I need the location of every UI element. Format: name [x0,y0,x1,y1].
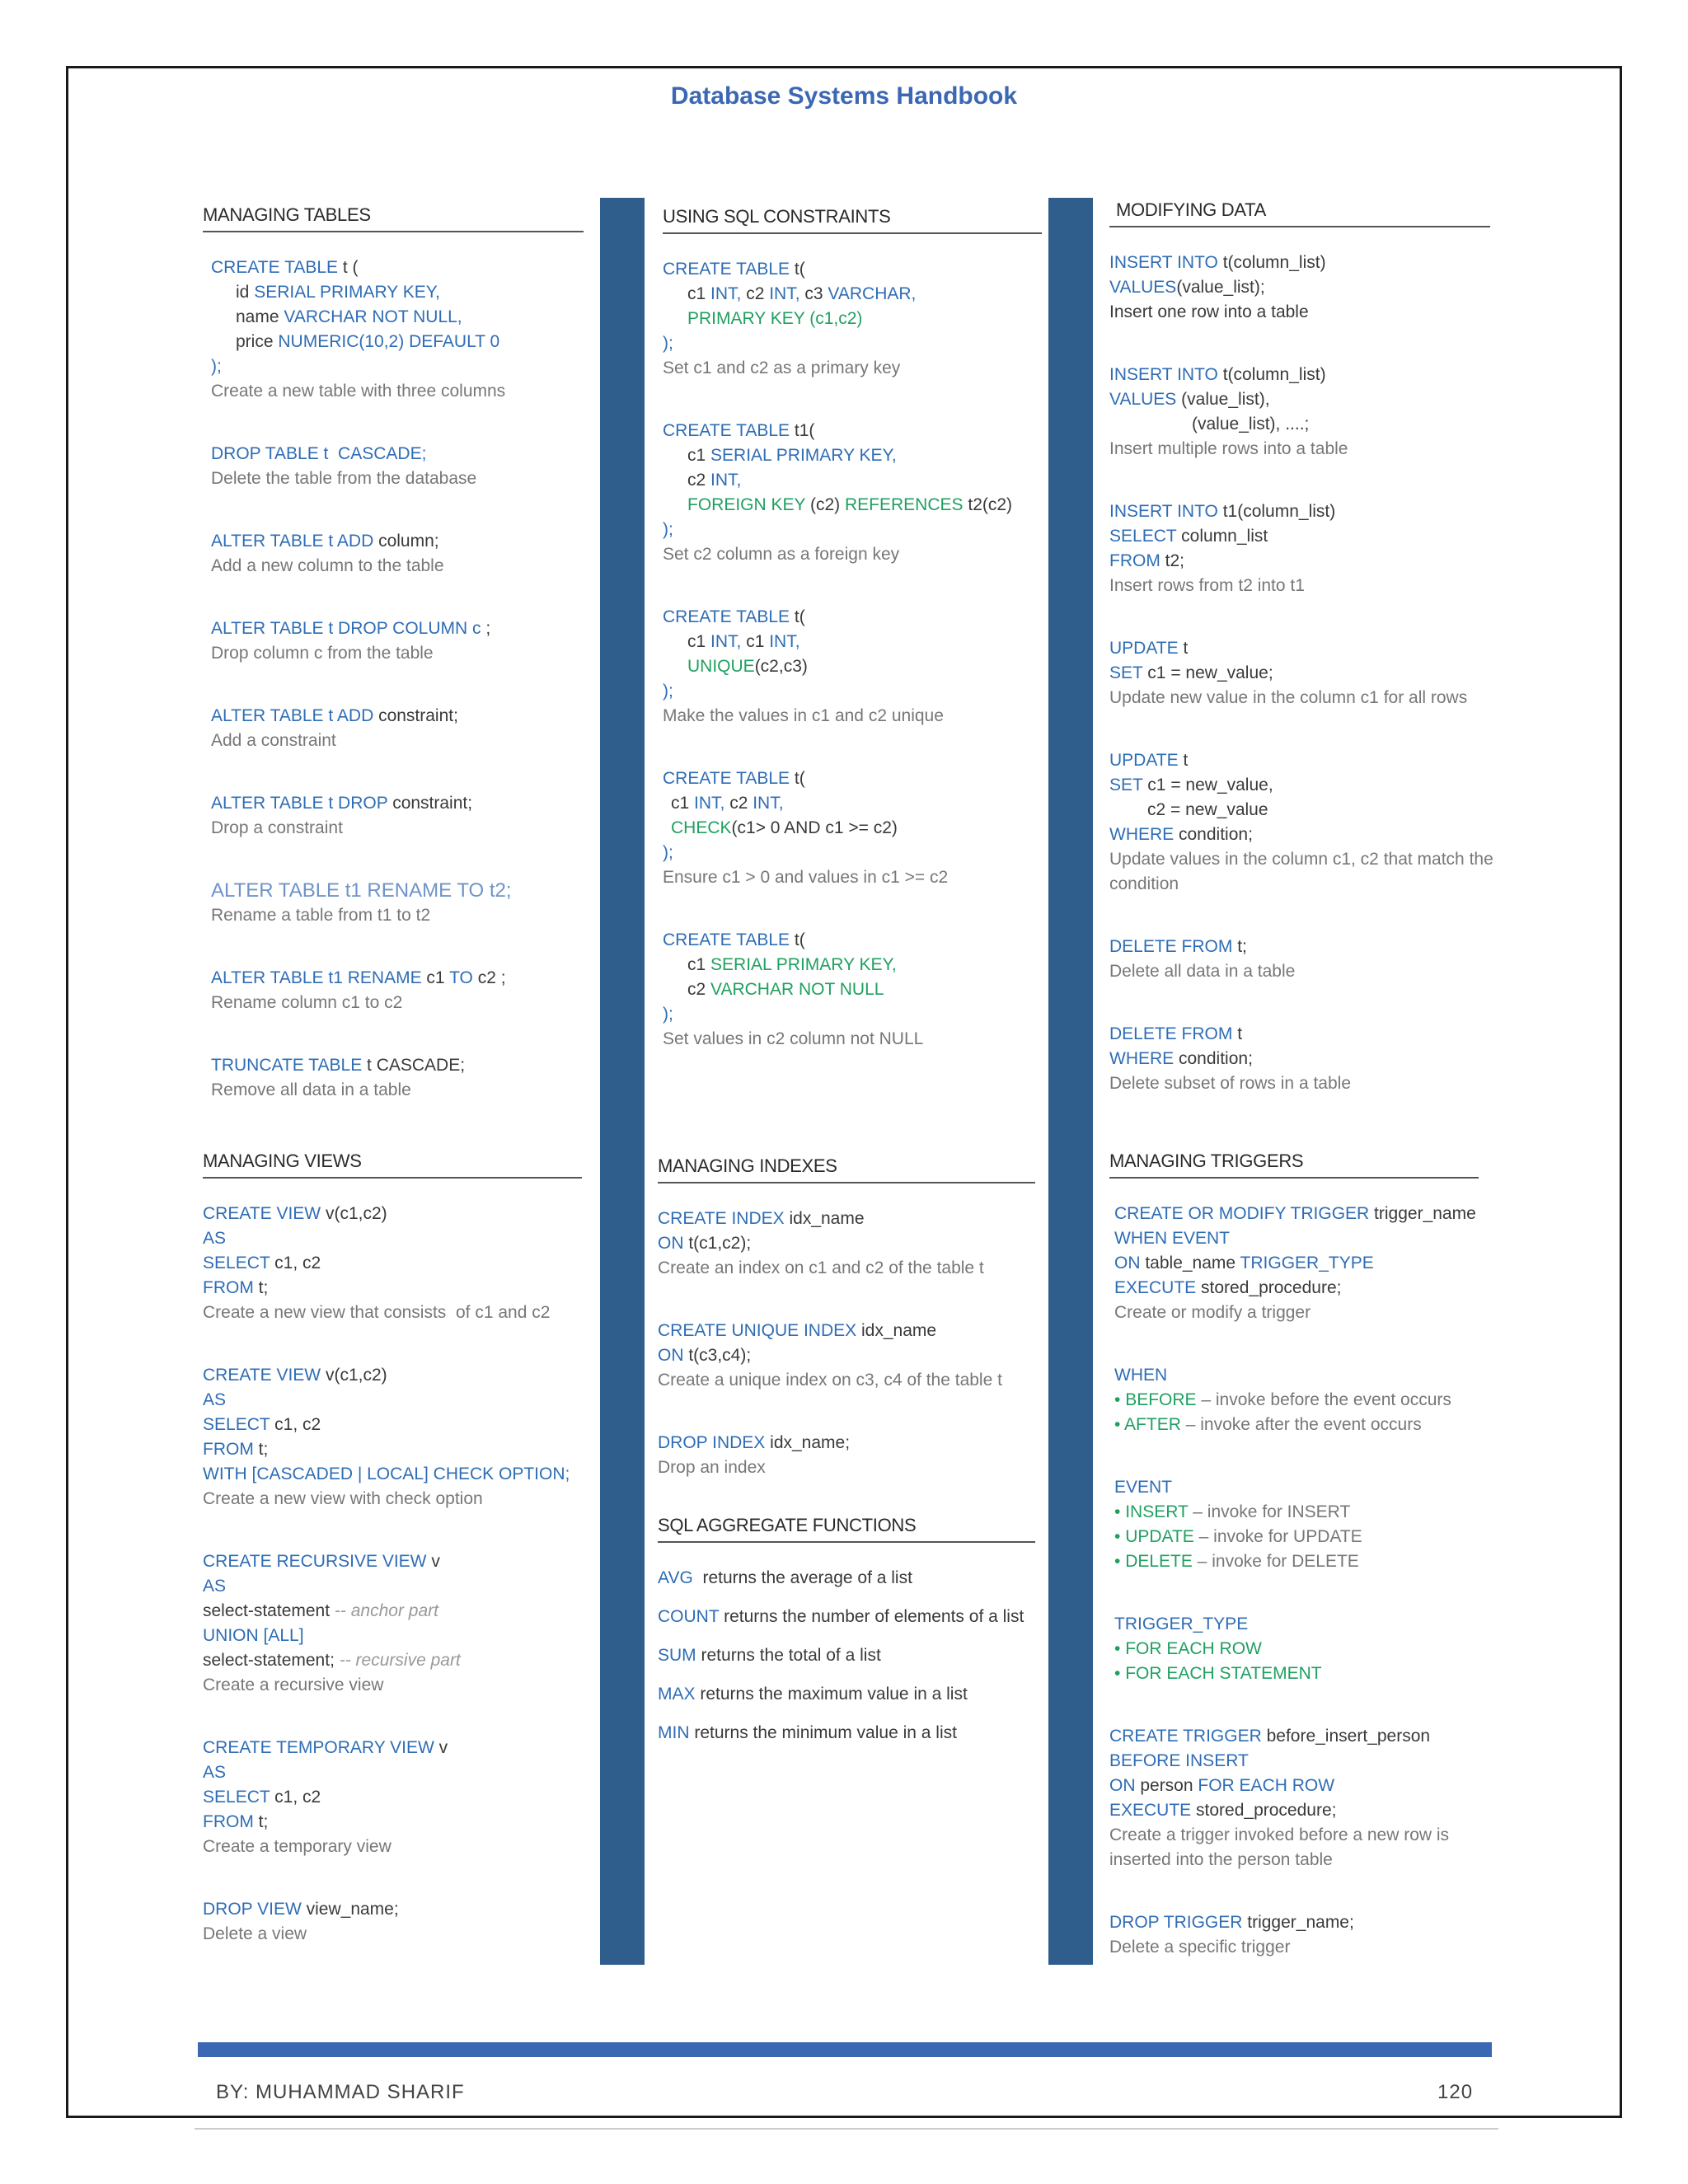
keyword: FROM [203,1440,254,1459]
description: Delete a specific trigger [1109,1938,1291,1957]
keyword: ALTER TABLE t1 RENAME TO t2; [211,879,512,902]
code-block [203,1897,582,1947]
code-text: c3 [799,284,828,303]
keyword: SELECT [203,1415,270,1434]
keyword: FOR EACH ROW [1198,1776,1335,1795]
code-text: condition; [1174,825,1253,844]
code-block [203,1549,582,1698]
code-block [1109,499,1490,598]
keyword: INT, [769,284,800,303]
code-block [658,1207,1035,1281]
section-heading: USING SQL CONSTRAINTS [663,204,1042,234]
code-text: t(column_list) [1217,253,1326,272]
description: Remove all data in a table [211,1080,411,1099]
code-text: c1 [687,955,711,974]
description: Create a new view that consists of c1 and c2 [203,1303,551,1322]
keyword: CREATE UNIQUE INDEX [658,1321,857,1340]
code-text: ); [663,843,673,862]
code-text: t( [790,607,805,626]
code-text: c2 [741,284,770,303]
keyword: ON [1114,1254,1141,1272]
code-block [1109,251,1490,325]
keyword: EXECUTE [1114,1278,1197,1297]
code-text: t; [253,1440,269,1459]
code-text: c1, c2 [270,1254,321,1272]
keyword: SERIAL PRIMARY KEY, [254,283,440,302]
keyword: CREATE TABLE [663,607,790,626]
code-text: c1 [671,794,695,813]
code-text: c2 [724,794,753,813]
keyword: ALTER TABLE t DROP [211,794,388,813]
description: Create a trigger invoked before a new row is [1109,1825,1450,1844]
keyword: CREATE TEMPORARY VIEW [203,1738,434,1757]
code-text: c1 [421,968,450,987]
description: Rename column c1 to c2 [211,993,403,1012]
code-block [1109,1022,1490,1096]
code-text: name [236,307,279,326]
code-text: (c2) [805,495,845,514]
code-text: t; [253,1278,269,1297]
managing-indexes-section [658,1154,1035,1746]
keyword: ALTER TABLE t ADD [211,532,374,551]
description: – invoke for INSERT [1188,1502,1351,1521]
keyword: AFTER [1124,1415,1181,1434]
keyword: SET [1109,776,1143,794]
description: condition [1109,874,1179,893]
keyword: DROP INDEX [658,1433,766,1452]
keyword: FOR EACH STATEMENT [1125,1664,1322,1683]
code-text: t(c1,c2); [683,1234,752,1253]
keyword: CREATE OR MODIFY TRIGGER [1114,1204,1370,1223]
description: Delete subset of rows in a table [1109,1074,1351,1093]
constraint-keyword: REFERENCES [845,495,964,514]
keyword: VARCHAR NOT NULL, [284,307,462,326]
code-text: c1 = new_value, [1142,776,1273,794]
function-description: returns the maximum value in a list [695,1685,968,1704]
code-text: trigger_name; [1242,1913,1354,1932]
description: Make the values in c1 and c2 unique [663,706,944,725]
code-text: t( [790,930,805,949]
code-block [203,255,584,404]
bottom-divider [195,2128,1498,2130]
keyword: CREATE TABLE [663,260,790,279]
code-block [663,766,1042,890]
description: Update values in the column c1, c2 that match the [1109,850,1493,869]
function-description: returns the number of elements of a list [719,1607,1025,1626]
keyword: WHERE [1109,1049,1175,1068]
code-text: stored_procedure; [1196,1278,1342,1297]
page-number: 120 [1437,2081,1474,2103]
aggregate-item [658,1643,1035,1668]
code-block [1109,748,1493,897]
code-text: ); [663,334,673,353]
keyword: TRIGGER_TYPE [1114,1615,1249,1633]
aggregate-item [658,1566,1035,1591]
code-block [1109,1612,1479,1686]
keyword: BEFORE [1125,1390,1197,1409]
keyword: INSERT INTO [1109,502,1218,521]
code-comment: -- anchor part [330,1601,438,1620]
code-text: t( [790,769,805,788]
function-name: SUM [658,1646,696,1665]
code-text: c2 = new_value [1147,800,1268,819]
keyword: CREATE TABLE [663,421,790,440]
description: Set values in c2 column not NULL [663,1029,924,1048]
section-heading: MANAGING TRIGGERS [1109,1149,1479,1179]
code-text: c1, c2 [270,1788,321,1807]
code-text: idx_name [784,1209,865,1228]
constraint-keyword: VARCHAR NOT NULL [710,980,884,999]
code-text: v [434,1738,448,1757]
managing-views-section [203,1149,582,1985]
description: Drop a constraint [211,818,343,837]
code-text: c1 = new_value; [1142,663,1273,682]
description: Drop an index [658,1458,766,1477]
aggregate-item [658,1605,1035,1629]
column-divider-3 [600,1139,645,1965]
code-text: (value_list); [1176,278,1265,297]
code-block [1109,935,1490,984]
code-text: c2 [687,471,711,490]
column-divider-1 [600,198,645,1139]
code-text: view_name; [301,1900,399,1919]
keyword: CREATE TABLE [211,258,339,277]
keyword: DELETE FROM [1109,937,1233,956]
code-text: table_name [1140,1254,1240,1272]
keyword: WHEN [1114,1366,1168,1385]
keyword: DROP VIEW [203,1900,302,1919]
code-text: t2; [1160,551,1185,570]
description: Create an index on c1 and c2 of the table t [658,1258,984,1277]
code-block [203,1363,582,1511]
code-text: column_list [1176,527,1268,546]
code-block [203,704,584,753]
code-text: ); [663,520,673,539]
code-text: id [236,283,250,302]
footer-rule [198,2042,1492,2057]
code-text: t2(c2) [963,495,1013,514]
code-text: column; [373,532,439,551]
code-text: constraint; [373,706,458,725]
keyword: AS [203,1390,227,1409]
function-name: COUNT [658,1607,720,1626]
section-heading: MANAGING TABLES [203,203,584,232]
managing-tables-section [203,203,584,1141]
keyword: CREATE VIEW [203,1366,321,1385]
description: Create a new table with three columns [211,382,506,401]
keyword: ALTER TABLE t1 RENAME [211,968,422,987]
keyword: TO [449,968,473,987]
code-block [663,257,1042,381]
description: Set c1 and c2 as a primary key [663,359,901,377]
function-name: MIN [658,1723,690,1742]
code-text: t( [790,260,805,279]
keyword: SELECT [1109,527,1177,546]
description: Ensure c1 > 0 and values in c1 >= c2 [663,868,949,887]
aggregate-item [658,1682,1035,1707]
code-block [203,791,584,841]
keyword: DROP TABLE t CASCADE; [211,444,427,463]
keyword: INT, [710,632,742,651]
keyword: FOR EACH ROW [1125,1639,1262,1658]
code-block [1109,1910,1479,1960]
keyword: EXECUTE [1109,1801,1192,1820]
modifying-data-section [1109,198,1493,1134]
description: Insert one row into a table [1109,302,1309,321]
keyword: BEFORE INSERT [1109,1751,1249,1770]
keyword: VALUES [1109,278,1177,297]
code-text: t1(column_list) [1217,502,1336,521]
keyword: CREATE RECURSIVE VIEW [203,1552,427,1571]
description: Delete all data in a table [1109,962,1296,981]
code-block [663,605,1042,729]
code-text: idx_name; [765,1433,851,1452]
keyword: WHEN EVENT [1114,1229,1231,1248]
code-block [1109,636,1490,710]
code-block [658,1431,1035,1480]
description: Add a constraint [211,731,336,750]
description: – invoke after the event occurs [1180,1415,1422,1434]
code-block [203,442,584,491]
description: – invoke before the event occurs [1196,1390,1451,1409]
code-block [203,529,584,579]
description: Set c2 column as a foreign key [663,545,900,564]
keyword: ON [658,1346,684,1365]
description: Create a new view with check option [203,1489,483,1508]
keyword: UPDATE [1125,1527,1194,1546]
code-block [203,1202,582,1325]
code-text: c1 [687,446,711,465]
keyword: INT, [769,632,800,651]
code-text: condition; [1174,1049,1253,1068]
description: Delete a view [203,1924,307,1943]
description: – invoke for UPDATE [1193,1527,1362,1546]
code-block [203,1736,582,1859]
code-text: t; [1232,937,1247,956]
function-name: AVG [658,1568,693,1587]
keyword: TRUNCATE TABLE [211,1056,363,1075]
code-text: ; [481,619,491,638]
keyword: AS [203,1577,227,1596]
keyword: FROM [203,1278,254,1297]
aggregate-list [658,1566,1035,1746]
code-text: c2 ; [472,968,506,987]
code-block [1109,1475,1479,1574]
description: Create or modify a trigger [1114,1303,1311,1322]
code-block [1109,1363,1479,1437]
keyword: NUMERIC(10,2) DEFAULT 0 [278,332,500,351]
code-block [203,966,584,1015]
code-text: v [426,1552,440,1571]
column-divider-4 [1048,1139,1093,1965]
function-description: returns the total of a list [696,1646,881,1665]
code-text: person [1135,1776,1198,1795]
code-text: (value_list), ....; [1192,415,1310,434]
code-text: t [1178,751,1189,770]
keyword: ON [658,1234,684,1253]
code-text: ); [663,682,673,701]
keyword: ALTER TABLE t ADD [211,706,374,725]
keyword: WITH [CASCADED | LOCAL] CHECK OPTION; [203,1465,570,1483]
keyword: INT, [710,284,742,303]
code-comment: -- recursive part [334,1651,461,1670]
section-heading: MODIFYING DATA [1109,198,1490,227]
description: Drop column c from the table [211,644,434,663]
code-text: ); [211,357,222,376]
keyword: INSERT INTO [1109,365,1218,384]
code-text: idx_name [856,1321,937,1340]
keyword: DELETE FROM [1109,1024,1233,1043]
keyword: SERIAL PRIMARY KEY, [710,446,897,465]
keyword: EVENT [1114,1478,1173,1497]
code-block [1109,1724,1479,1872]
code-text: t ( [342,258,359,277]
code-text: v(c1,c2) [321,1366,387,1385]
code-text: t; [253,1812,269,1831]
code-text: c2 [687,980,711,999]
code-text: select-statement [203,1601,331,1620]
managing-triggers-section [1109,1149,1479,1998]
function-description: returns the minimum value in a list [689,1723,957,1742]
code-text: t CASCADE; [362,1056,466,1075]
code-text: c1 [687,284,711,303]
constraint-keyword: UNIQUE [687,657,755,676]
code-block [203,616,584,666]
constraint-keyword: CHECK [671,818,732,837]
description: Insert multiple rows into a table [1109,439,1348,458]
description: Rename a table from t1 to t2 [211,906,431,925]
function-name: MAX [658,1685,696,1704]
code-text: ); [663,1005,673,1024]
aggregate-item [658,1721,1035,1746]
constraint-keyword: FOREIGN KEY [687,495,806,514]
description: Create a temporary view [203,1837,392,1856]
function-description: returns the average of a list [692,1568,912,1587]
code-text: trigger_name [1369,1204,1476,1223]
column-divider-2 [1048,198,1093,1139]
code-text: stored_procedure; [1191,1801,1337,1820]
keyword: UNION [ALL] [203,1626,304,1645]
keyword: TRIGGER_TYPE [1240,1254,1374,1272]
constraints-section [663,204,1042,1090]
code-text: (c1> 0 AND c1 >= c2) [731,818,898,837]
keyword: SELECT [203,1788,270,1807]
section-heading: SQL AGGREGATE FUNCTIONS [658,1513,1035,1543]
code-text: t [1232,1024,1243,1043]
description: Create a unique index on c3, c4 of the table t [658,1371,1002,1390]
keyword: CREATE TABLE [663,769,790,788]
keyword: INT, [694,794,725,813]
code-text: before_insert_person [1261,1727,1431,1746]
section-heading: MANAGING VIEWS [203,1149,582,1179]
keyword: SELECT [203,1254,270,1272]
section-heading: MANAGING INDEXES [658,1154,1035,1183]
keyword: CREATE TABLE [663,930,790,949]
keyword: FROM [1109,551,1160,570]
keyword: CREATE TRIGGER [1109,1727,1262,1746]
description: – invoke for DELETE [1192,1552,1359,1571]
code-text: select-statement; [203,1651,335,1670]
keyword: INSERT INTO [1109,253,1218,272]
keyword: INSERT [1125,1502,1189,1521]
code-block [1109,1202,1479,1325]
keyword: VARCHAR, [828,284,917,303]
constraint-keyword: PRIMARY KEY [687,309,805,328]
keyword: DROP TRIGGER [1109,1913,1243,1932]
keyword: CREATE INDEX [658,1209,785,1228]
constraint-keyword: SERIAL PRIMARY KEY, [710,955,897,974]
code-text: v(c1,c2) [321,1204,387,1223]
code-block [1109,363,1490,462]
description: Add a new column to the table [211,556,444,575]
keyword: AS [203,1229,227,1248]
description: Insert rows from t2 into t1 [1109,576,1305,595]
code-block [203,879,584,928]
description: Create a recursive view [203,1675,384,1694]
code-text: c1, c2 [270,1415,321,1434]
code-text: (value_list), [1176,390,1270,409]
description: Delete the table from the database [211,469,477,488]
code-block [658,1319,1035,1393]
code-block [663,419,1042,567]
keyword: FROM [203,1812,254,1831]
code-block [663,928,1042,1052]
keyword: UPDATE [1109,639,1179,658]
description: Update new value in the column c1 for all rows [1109,688,1468,707]
code-text: t1( [790,421,815,440]
keyword: SET [1109,663,1143,682]
code-text: c1 [687,632,711,651]
keyword: CREATE VIEW [203,1204,321,1223]
keyword: UPDATE [1109,751,1179,770]
keyword: INT, [753,794,784,813]
code-text: t(column_list) [1217,365,1326,384]
code-text: t(c3,c4); [683,1346,752,1365]
description: inserted into the person table [1109,1850,1333,1869]
footer-author: BY: MUHAMMAD SHARIF [216,2081,465,2103]
code-text: (c2,c3) [754,657,808,676]
code-text: (c1,c2) [804,309,863,328]
keyword: ON [1109,1776,1136,1795]
keyword: INT, [710,471,742,490]
page-title: Database Systems Handbook [670,82,1018,110]
keyword: DELETE [1125,1552,1193,1571]
code-block [203,1053,584,1103]
keyword: VALUES [1109,390,1177,409]
keyword: ALTER TABLE t DROP COLUMN c [211,619,481,638]
keyword: WHERE [1109,825,1175,844]
keyword: AS [203,1763,227,1782]
code-text: price [236,332,274,351]
code-text: t [1178,639,1189,658]
code-text: c1 [741,632,770,651]
code-text: constraint; [387,794,473,813]
